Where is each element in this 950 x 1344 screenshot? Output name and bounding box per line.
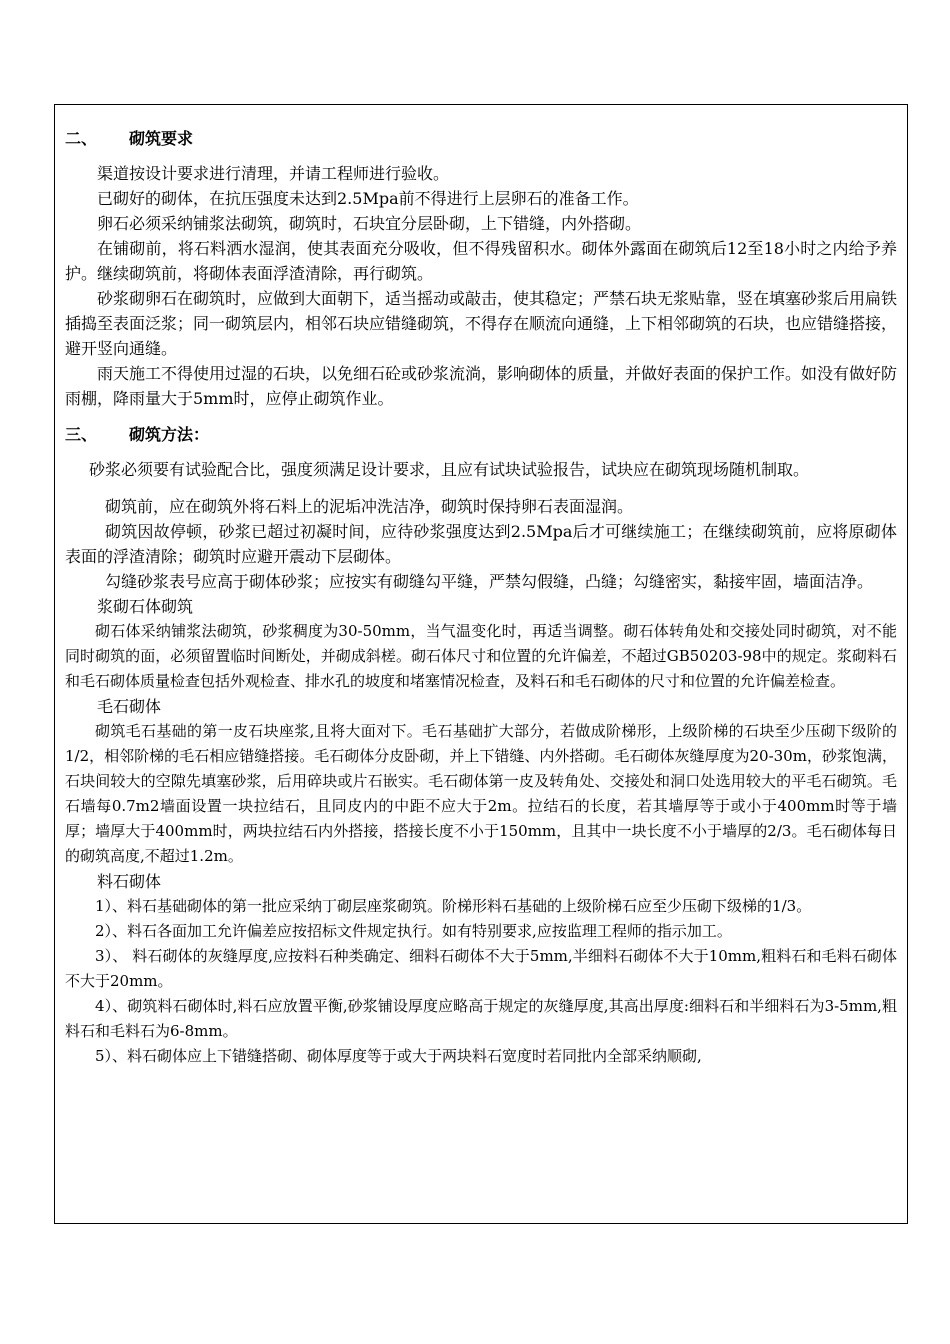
list-item: 3）、 料石砌体的灰缝厚度,应按料石种类确定、细料石砌体不大于5mm,半细料石砌体不大于10mm,粗料石和毛料石砌体不大于20mm。 [65, 947, 897, 990]
paragraph: 勾缝砂浆表号应高于砌体砂浆；应按实有砌缝勾平缝，严禁勾假缝，凸缝；勾缝密实，黏接牢固，墙面洁净。 [105, 572, 874, 591]
subheading: 料石砌体 [97, 872, 162, 891]
paragraph: 砌筑毛石基础的第一皮石块座浆,且将大面对下。毛石基础扩大部分，若做成阶梯形，上级阶梯的石块至少压砌下级阶的1/2，相邻阶梯的毛石相应错缝搭接。毛石砌体分皮卧砌，并上下错缝、内外搭砌。毛石砌体灰缝厚度为20-30m，砂浆饱满，石块间较大的空隙先填塞砂浆，后用碎块或片石嵌实。毛石砌体第一皮及转角处、交接处和洞口处选用较大的平毛石砌筑。毛石墙每0.7m2墙面设置一块拉结石，且同皮内的中距不应大于2m。拉结石的长度，若其墙厚等于或小于400mm时等于墙厚；墙厚大于400mm时，两块拉结石内外搭接，搭接长度不小于150mm，且其中一块长度不小于墙厚的2/3。毛石砌体每日的砌筑高度,不超过1.2m。 [65, 722, 897, 865]
section-2-number: 二、 [65, 129, 98, 148]
paragraph: 砌筑前，应在砌筑外将石料上的泥垢冲洗洁净，砌筑时保持卵石表面湿润。 [105, 497, 634, 516]
paragraph: 卵石必须采纳铺浆法砌筑，砌筑时，石块宜分层卧砌，上下错缝，内外搭砌。 [97, 214, 642, 233]
list-item: 2）、料石各面加工允许偏差应按招标文件规定执行。如有特别要求,应按监理工程师的指示加工。 [95, 922, 732, 940]
intro-paragraph: 砂浆必须要有试验配合比，强度须满足设计要求，且应有试块试验报告，试块应在砌筑现场随机制取。 [89, 460, 810, 479]
list-item: 4）、砌筑料石砌体时,料石应放置平衡,砂浆铺设厚度应略高于规定的灰缝厚度,其高出厚度:细料石和半细料石为3-5mm,粗料石和毛料石为6-8mm。 [65, 997, 897, 1040]
subheading: 毛石砌体 [97, 697, 162, 716]
section-3-heading [65, 423, 897, 447]
paragraph: 渠道按设计要求进行清理，并请工程师进行验收。 [97, 164, 450, 183]
paragraph: 砂浆砌卵石在砌筑时，应做到大面朝下，适当摇动或敲击，使其稳定；严禁石块无浆贴靠，竖在填塞砂浆后用扁铁插捣至表面泛浆；同一砌筑层内，相邻石块应错缝砌筑，不得存在顺流向通缝，上下相邻砌筑的石块，也应错缝搭接，避开竖向通缝。 [65, 289, 898, 358]
paragraph: 在铺砌前，将石料洒水湿润，使其表面充分吸收，但不得残留积水。砌体外露面在砌筑后12至18小时之内给予养护。继续砌筑前，将砌体表面浮渣清除，再行砌筑。 [65, 239, 897, 283]
paragraph: 已砌好的砌体，在抗压强度未达到2.5Mpa前不得进行上层卵石的准备工作。 [97, 189, 639, 208]
paragraph: 砌筑因故停顿，砂浆已超过初凝时间，应待砂浆强度达到2.5Mpa后才可继续施工；在继续砌筑前，应将原砌体表面的浮渣清除；砌筑时应避开震动下层砌体。 [65, 522, 897, 566]
paragraph: 砌石体采纳铺浆法砌筑，砂浆稠度为30-50mm，当气温变化时，再适当调整。砌石体转角处和交接处同时砌筑，对不能同时砌筑的面，必须留置临时间断处，并砌成斜槎。砌石体尺寸和位置的允许偏差，不超过GB50203-98中的规定。浆砌料石和毛石砌体质量检查包括外观检查、排水孔的坡度和堵塞情况检查，及料石和毛石砌体的尺寸和位置的允许偏差检查。 [65, 622, 897, 690]
subheading: 浆砌石体砌筑 [97, 597, 194, 616]
section-2-title: 砌筑要求 [129, 129, 194, 148]
list-item: 5）、料石砌体应上下错缝搭砌、砌体厚度等于或大于两块料石宽度时若同批内全部采纳顺砌, [95, 1047, 702, 1065]
document-body [65, 127, 897, 1069]
section-3-title: 砌筑方法： [129, 425, 210, 444]
section-2-heading [65, 127, 897, 151]
section-3-number: 三、 [65, 425, 98, 444]
list-item: 1）、料石基础砌体的第一批应采纳丁砌层座浆砌筑。阶梯形料石基础的上级阶梯石应至少压砌下级梯的1/3。 [95, 897, 812, 915]
document-frame [54, 104, 908, 1224]
paragraph: 雨天施工不得使用过湿的石块，以免细石砼或砂浆流淌，影响砌体的质量，并做好表面的保护工作。如没有做好防雨棚，降雨量大于5mm时，应停止砌筑作业。 [65, 364, 898, 408]
